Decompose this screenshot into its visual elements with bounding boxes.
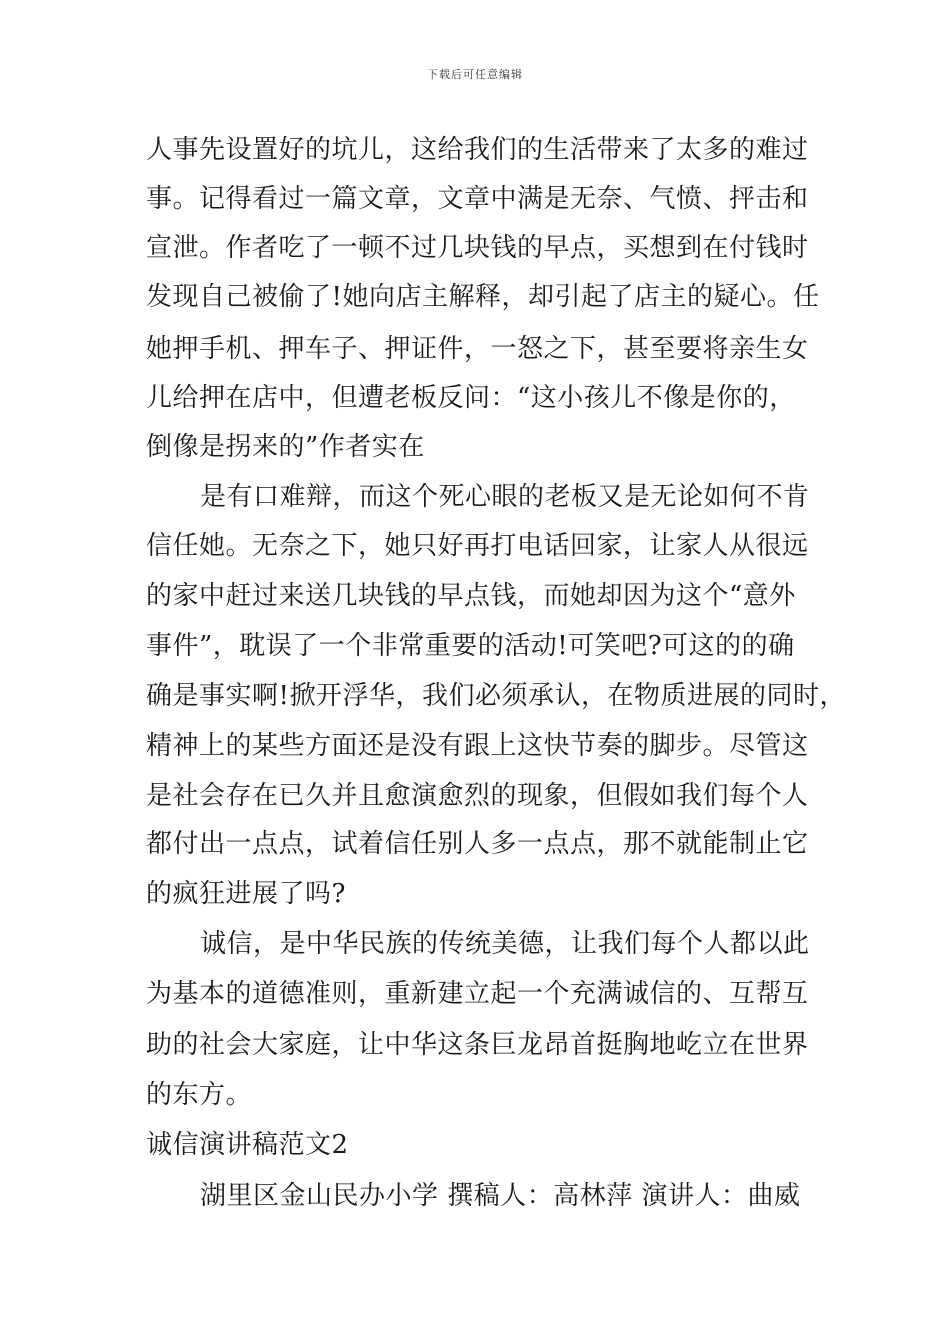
body-line: 是社会存在已久并且愈演愈烈的现象，但假如我们每个人 <box>146 781 809 811</box>
paragraph-first-line: 诚信，是中华民族的传统美德，让我们每个人都以此 <box>200 929 810 959</box>
body-line: 宣泄。作者吃了一顿不过几块钱的早点，买想到在付钱时 <box>146 233 809 263</box>
body-line: 助的社会大家庭，让中华这条巨龙昂首挺胸地屹立在世界 <box>146 1030 809 1060</box>
page-header: 下载后可任意编辑 <box>427 68 523 81</box>
body-line: 发现自己被偷了!她向店主解释，却引起了店主的疑心。任 <box>146 282 820 312</box>
body-line: 为基本的道德准则，重新建立起一个充满诚信的、互帮互 <box>146 979 809 1009</box>
body-line: 的家中赶过来送几块钱的早点钱，而她却因为这个“意外 <box>146 581 796 611</box>
body-line: 人事先设置好的坑儿，这给我们的生活带来了太多的难过 <box>146 135 809 165</box>
body-line: 事件”，耽误了一个非常重要的活动!可笑吧?可这的的确 <box>146 631 795 661</box>
author-line: 湖里区金山民办小学 撰稿人：高林萍 演讲人：曲威 <box>200 1181 801 1211</box>
body-line: 信任她。无奈之下，她只好再打电话回家，让家人从很远 <box>146 531 809 561</box>
body-line: 事。记得看过一篇文章，文章中满是无奈、气愤、抨击和 <box>146 184 809 214</box>
body-line: 倒像是拐来的”作者实在 <box>146 432 425 462</box>
body-line: 的疯狂进展了吗? <box>146 879 346 909</box>
body-line: 都付出一点点，试着信任别人多一点点，那不就能制止它 <box>146 829 809 859</box>
section-heading: 诚信演讲稿范文2 <box>146 1130 349 1160</box>
paragraph-first-line: 是有口难辩，而这个死心眼的老板又是无论如何不肯 <box>200 482 810 512</box>
body-line: 确是事实啊!掀开浮华，我们必须承认，在物质进展的同时， <box>146 681 846 711</box>
body-line: 的东方。 <box>146 1080 253 1110</box>
body-line: 她押手机、押车子、押证件，一怒之下，甚至要将亲生女 <box>146 334 809 364</box>
body-line: 精神上的某些方面还是没有跟上这快节奏的脚步。尽管这 <box>146 731 809 761</box>
body-line: 儿给押在店中，但遭老板反问：“这小孩儿不像是你的， <box>146 383 796 413</box>
